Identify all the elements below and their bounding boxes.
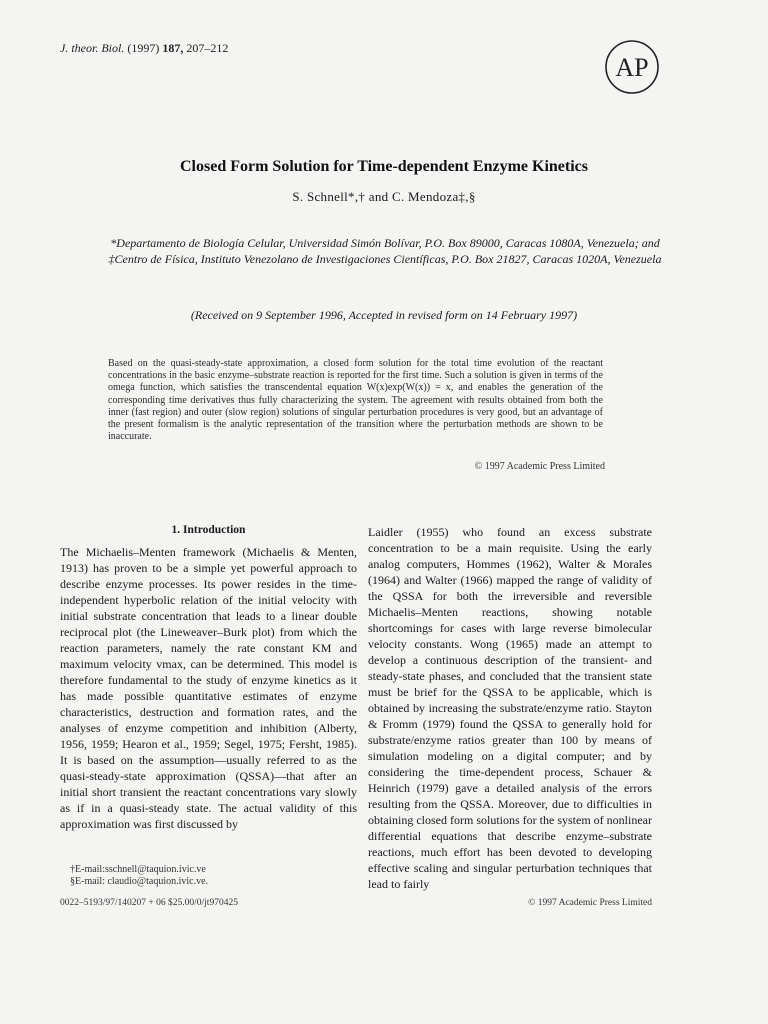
footnote-email-1: †E-mail:sschnell@taquion.ivic.ve <box>70 864 206 875</box>
section-heading: 1. Introduction <box>171 524 246 536</box>
journal-pages: 207–212 <box>186 41 229 55</box>
affiliations: *Departamento de Biología Celular, Universidad Simón Bolívar, P.O. Box 89000, Caracas 1080A, Venezuela; and ‡Centro de Física, Instituto Venezolano de Investigaciones Científicas, P.O. Box 21827, Caracas 1020A, Venezuela <box>108 236 662 266</box>
footnotes <box>70 864 208 888</box>
paper-title: Closed Form Solution for Time-dependent Enzyme Kinetics <box>180 158 588 175</box>
abstract: Based on the quasi-steady-state approximation, a closed form solution for the total time evolution of the reactant concentrations in the basic enzyme–substrate reaction is reported for the first time. Such a solution is given in terms of the omega function, which satisfies the transcendental equation W(x)exp(W(x)) = x, and enables the generation of the corresponding time derivatives thus fully characterizing the system. The agreement with results obtained from both the inner (fast region) and outer (slow region) solutions of singular perturbation procedures is very good, but an advantage of the present formalism is the analytic representation of the transition where the perturbation methods are shown to be inaccurate. <box>108 358 603 443</box>
issn-line: 0022–5193/97/140207 + 06 $25.00/0/jt970425 <box>60 898 238 908</box>
journal-name: J. theor. Biol. <box>60 41 125 55</box>
journal-reference <box>60 41 228 56</box>
body-paragraph-right: Laidler (1955) who found an excess substrate concentration to be a main requisite. Using the early analog computers, Hommes (1962), Walter & Morales (1964) and Walter (1966) mapped the range of validity of the QSSA for both the irreversible and reversible Michaelis–Menten reactions, showing notable shortcomings for cases with large reverse bimolecular velocity constants. Wong (1965) made an attempt to develop a continuous description of the transient- and steady-state phases, and concluded that the transient state must be brief for the QSSA to be applicable, which is obtained by increasing the substrate/enzyme ratio. Stayton & Fromm (1979) found the QSSA to generally hold for substrate/enzyme ratios greater than 100 by means of simulation modeling on a digital computer; and by considering the time-dependent process, Schauer & Heinrich (1979) gave a detailed analysis of the errors resulting from the QSSA. Moreover, due to difficulties in obtaining closed form solutions for the system of nonlinear differential equations that describe enzyme–substrate reactions, much effort has been devoted to developing effective scaling and singular perturbation techniques that lead to fairly <box>368 525 652 891</box>
svg-text:AP: AP <box>615 53 649 82</box>
abstract-copyright: © 1997 Academic Press Limited <box>474 461 605 472</box>
author-list: S. Schnell*,† and C. Mendoza‡,§ <box>292 189 476 204</box>
page-copyright: © 1997 Academic Press Limited <box>528 898 652 908</box>
received-dates: (Received on 9 September 1996, Accepted in revised form on 14 February 1997) <box>190 308 578 322</box>
journal-volume: 187, <box>162 41 184 55</box>
body-paragraph-left: The Michaelis–Menten framework (Michaelis & Menten, 1913) has proven to be a simple yet powerful approach to describe enzyme processes. Its power resides in the time-independent hyperbolic relation of the initial velocity with initial substrate concentration that leads to a linear double reciprocal plot (the Lineweaver–Burk plot) from which the reaction parameters, namely the rate constant KM and maximum velocity vmax, can be determined. This model is therefore fundamental to the study of enzyme kinetics as it has made possible quantitative estimates of enzyme characteristics, destruction and formation rates, and the analyses of enzyme competition and inhibition (Alberty, 1956, 1959; Hearon et al., 1959; Segel, 1975; Fersht, 1985). It is based on the assumption—usually referred to as the quasi-steady-state approximation (QSSA)—that after an initial short transient the reactant concentrations vary slowly as if in a quasi-steady state. The actual validity of this approximation was first discussed by <box>60 545 357 831</box>
journal-year: (1997) <box>127 41 160 55</box>
left-column <box>60 522 357 832</box>
footnote-email-2: §E-mail: claudio@taquion.ivic.ve. <box>70 876 209 887</box>
right-column <box>368 524 652 892</box>
publisher-logo-icon <box>603 38 661 96</box>
